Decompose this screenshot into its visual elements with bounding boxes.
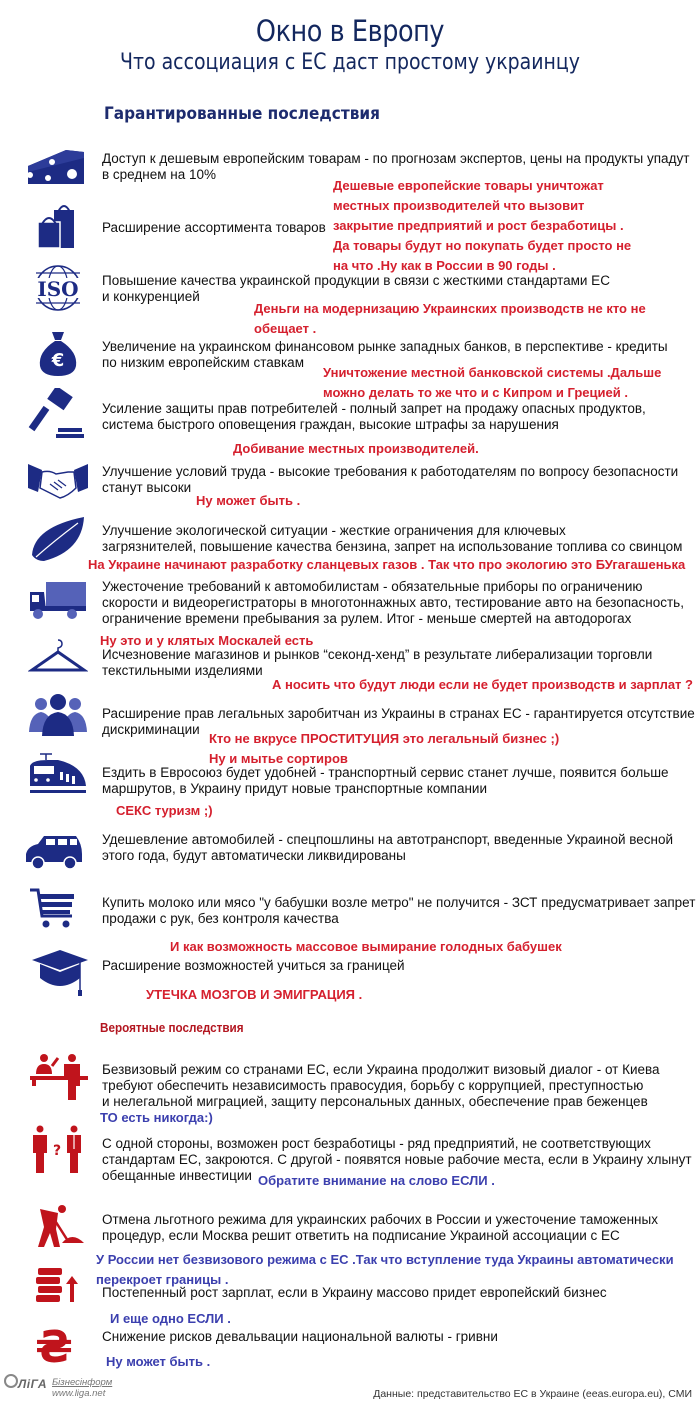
item-text: Расширение ассортимента товаров <box>102 220 326 235</box>
comment-text: СЕКС туризм ;) <box>116 803 213 818</box>
comment-text: закрытие предприятий и рост безработицы . <box>333 218 624 233</box>
car-icon <box>24 826 84 876</box>
item-text: обещанные инвестиции <box>102 1168 252 1183</box>
item-assortment <box>102 220 326 236</box>
item-text: требуют обеспечить независимость правосудия, борьбу с коррупцией, преступностью <box>102 1078 644 1093</box>
item-street-trade <box>102 895 695 927</box>
section-heading-probable: Вероятные последствия <box>100 1020 244 1035</box>
comment-street-trade <box>170 937 562 957</box>
comment-ecology <box>88 555 685 575</box>
item-motorists <box>102 579 684 627</box>
item-text: С одной стороны, возможен рост безработицы - ряд предприятий, не соответствующих <box>102 1136 651 1151</box>
item-russia-response <box>102 1212 658 1244</box>
item-text: дискриминации <box>102 722 200 737</box>
item-text: Ужесточение требований к автомобилистам - обязательные приборы по ограничению <box>102 579 643 594</box>
graduation-cap-icon <box>30 948 90 998</box>
item-text: и конкуренцией <box>102 289 200 304</box>
hanger-icon <box>28 634 88 684</box>
comment-unemployment <box>258 1171 495 1191</box>
comment-cheap-goods <box>333 176 631 276</box>
logo-ring-icon <box>4 1374 18 1388</box>
comment-second-hand <box>272 675 693 695</box>
item-text: ограничение времени пребывания за рулем. Итог - меньше смертей на автодорогах <box>102 611 632 626</box>
train-icon <box>28 752 88 802</box>
comment-visa-free <box>100 1108 213 1128</box>
comment-russia-response <box>96 1250 674 1290</box>
comment-text: Ну может быть . <box>106 1354 211 1369</box>
item-text: Ездить в Евросоюз будет удобней - транспортный сервис станет лучше, появится больше <box>102 765 669 780</box>
comment-transport <box>116 801 213 821</box>
page-subtitle: Что ассоциация с ЕС даст простому украинцу <box>119 50 581 75</box>
comment-text: местных производителей что вызовит <box>333 198 585 213</box>
item-transport <box>102 765 669 797</box>
item-consumer-rights <box>102 401 646 433</box>
item-text: продажи с рук, без контроля качества <box>102 911 339 926</box>
item-cars <box>102 832 673 864</box>
comment-text: И как возможность массовое вымирание голодных бабушек <box>170 939 562 954</box>
comment-text: Добивание местных производителей. <box>233 441 479 456</box>
visa-desk-icon <box>30 1052 90 1102</box>
comment-text: Деньги на модернизацию Украинских производств не кто не <box>254 301 646 316</box>
truck-icon <box>28 576 88 626</box>
salary-growth-icon <box>30 1264 90 1314</box>
item-text: и нелегальной миграцией, защиту персональных данных, обеспечение прав беженцев <box>102 1094 648 1109</box>
item-text: система быстрого оповещения граждан, высокие штрафы за нарушения <box>102 417 559 432</box>
item-text: Постепенный рост зарплат, если в Украину массово придет европейский бизнес <box>102 1285 607 1300</box>
section-heading-guaranteed: Гарантированные последствия <box>104 104 380 124</box>
item-text: Расширение возможностей учиться за границей <box>102 958 405 973</box>
comment-text: Обратите внимание на слово ЕСЛИ . <box>258 1173 495 1188</box>
item-text: Снижение рисков девальвации национальной валюты - гривни <box>102 1329 498 1344</box>
item-text: стандартам ЕС, закроются. С другой - появятся новые рабочие места, если в Украину хлынут <box>102 1152 692 1167</box>
comment-quality <box>254 299 646 339</box>
comment-text: У России нет безвизового режима с ЕС .Так что вступление туда Украины автоматически <box>96 1252 674 1267</box>
item-text: этого года, будут автоматически ликвидированы <box>102 848 406 863</box>
comment-text: ТО есть никогда:) <box>100 1110 213 1125</box>
gavel-icon <box>28 388 88 438</box>
euro-money-bag-icon <box>28 328 88 378</box>
item-text: загрязнителей, повышение качества бензина, запрет на использование топлива со свинцом <box>102 539 683 554</box>
svg-text:₴: ₴ <box>35 1322 73 1368</box>
comment-text: перекроет границы . <box>96 1272 229 1287</box>
comment-text: Дешевые европейские товары уничтожат <box>333 178 604 193</box>
comment-consumer-rights <box>233 439 479 459</box>
item-text: Купить молоко или мясо "у бабушки возле метро" не получится - ЗСТ предусматривает запрет <box>102 895 696 910</box>
item-text: Безвизовый режим со странами ЕС, если Украина продолжит визовый диалог - от Киева <box>102 1062 660 1077</box>
item-text: Улучшение экологической ситуации - жесткие ограничения для ключевых <box>102 523 566 538</box>
item-working-conditions <box>102 464 678 496</box>
iso-icon <box>30 263 90 313</box>
item-devaluation <box>102 1329 498 1345</box>
item-text: Удешевление автомобилей - спецпошлины на автотранспорт, введенные Украиной весной <box>102 832 674 847</box>
item-text: станут высоки <box>102 480 192 495</box>
item-ecology <box>102 523 682 555</box>
comment-text: А носить что будут люди если не будет производств и зарплат ? <box>272 677 693 692</box>
comment-text: На Украине начинают разработку сланцевых газов . Так что про экологию это БУгагашенька <box>88 557 686 572</box>
cheese-icon <box>26 144 86 194</box>
item-text: Доступ к дешевым европейским товарам - по прогнозам экспертов, цены на продукты упадут <box>102 151 690 166</box>
comment-salaries <box>110 1309 231 1329</box>
comment-text: на что .Ну как в России в 90 годы . <box>333 258 556 273</box>
shopping-cart-icon <box>28 886 88 936</box>
item-text: скорости и видеорегистраторы в многотоннажных авто, тестирование авто на безопасность, <box>102 595 684 610</box>
data-source: Данные: представительство ЕС в Украине (eeas.europa.eu), СМИ <box>373 1388 692 1400</box>
item-text: Усиление защиты прав потребителей - полный запрет на продажу опасных продуктов, <box>102 401 646 416</box>
item-study-abroad <box>102 958 405 974</box>
comment-devaluation <box>106 1352 210 1372</box>
hryvnia-icon <box>24 1318 84 1368</box>
item-text: Улучшение условий труда - высокие требования к работодателям по вопросу безопасности <box>102 464 679 479</box>
comment-text: обещает . <box>254 321 317 336</box>
logo-subtitle: Бізнесінформ <box>52 1377 113 1388</box>
comment-text: Ну это и у клятых Москалей есть <box>100 633 314 648</box>
comment-text: Да товары будут но покупать будет просто не <box>333 238 632 253</box>
people-icon <box>28 690 88 740</box>
item-salaries <box>102 1285 607 1301</box>
item-text: процедур, если Москва решит ответить на подписание Украиной ассоциации с ЕС <box>102 1228 620 1243</box>
worker-shovel-icon <box>32 1203 92 1253</box>
item-text: Увеличение на украинском финансовом рынке западных банков, в перспективе - кредиты <box>102 339 668 354</box>
comment-text: Ну может быть . <box>196 493 301 508</box>
comment-banks <box>323 363 661 403</box>
liga-logo <box>4 1374 124 1404</box>
page-title: Окно в Европу <box>255 14 445 48</box>
comment-text: можно делать то же что и с Кипром и Грецией . <box>323 385 628 400</box>
item-text: Расширение прав легальных заробитчан из Украины в странах ЕС - гарантируется отсутствие <box>102 706 695 721</box>
logo-name: ЛіГА <box>18 1377 47 1391</box>
item-visa-free <box>102 1062 660 1110</box>
logo-url: www.liga.net <box>52 1388 106 1399</box>
svg-text:€: € <box>51 350 65 371</box>
shopping-bags-icon <box>30 200 90 250</box>
item-text: в среднем на 10% <box>102 167 216 182</box>
comment-text: Уничтожение местной банковской системы .Дальше <box>323 365 662 380</box>
leaf-icon <box>28 515 88 565</box>
comment-working-conditions <box>196 491 300 511</box>
item-text: маршрутов, в Украину придут новые транспортные компании <box>102 781 488 796</box>
comment-text: Ну и мытье сортиров <box>209 751 348 766</box>
svg-text:ISO: ISO <box>37 277 79 301</box>
item-text: текстильными изделиями <box>102 663 263 678</box>
item-text: Повышение качества украинской продукции в связи с жесткими стандартами ЕС <box>102 273 610 288</box>
item-text: Отмена льготного режима для украинских рабочих в России и ужесточение таможенных <box>102 1212 658 1227</box>
item-text: Исчезновение магазинов и рынков “секонд-хенд” в результате либерализации торговли <box>102 647 653 662</box>
item-text: по низким европейским ставкам <box>102 355 304 370</box>
comment-text: Кто не вкрусе ПРОСТИТУЦИЯ это легальный бизнес ;) <box>209 731 560 746</box>
comment-text: УТЕЧКА МОЗГОВ И ЭМИГРАЦИЯ . <box>146 987 363 1002</box>
comment-study-abroad <box>146 985 362 1005</box>
comment-text: И еще одно ЕСЛИ . <box>110 1311 231 1326</box>
handshake-icon <box>28 458 88 508</box>
comment-migrant-rights <box>209 729 559 769</box>
job-question-icon <box>30 1125 90 1175</box>
svg-text:?: ? <box>52 1143 62 1159</box>
